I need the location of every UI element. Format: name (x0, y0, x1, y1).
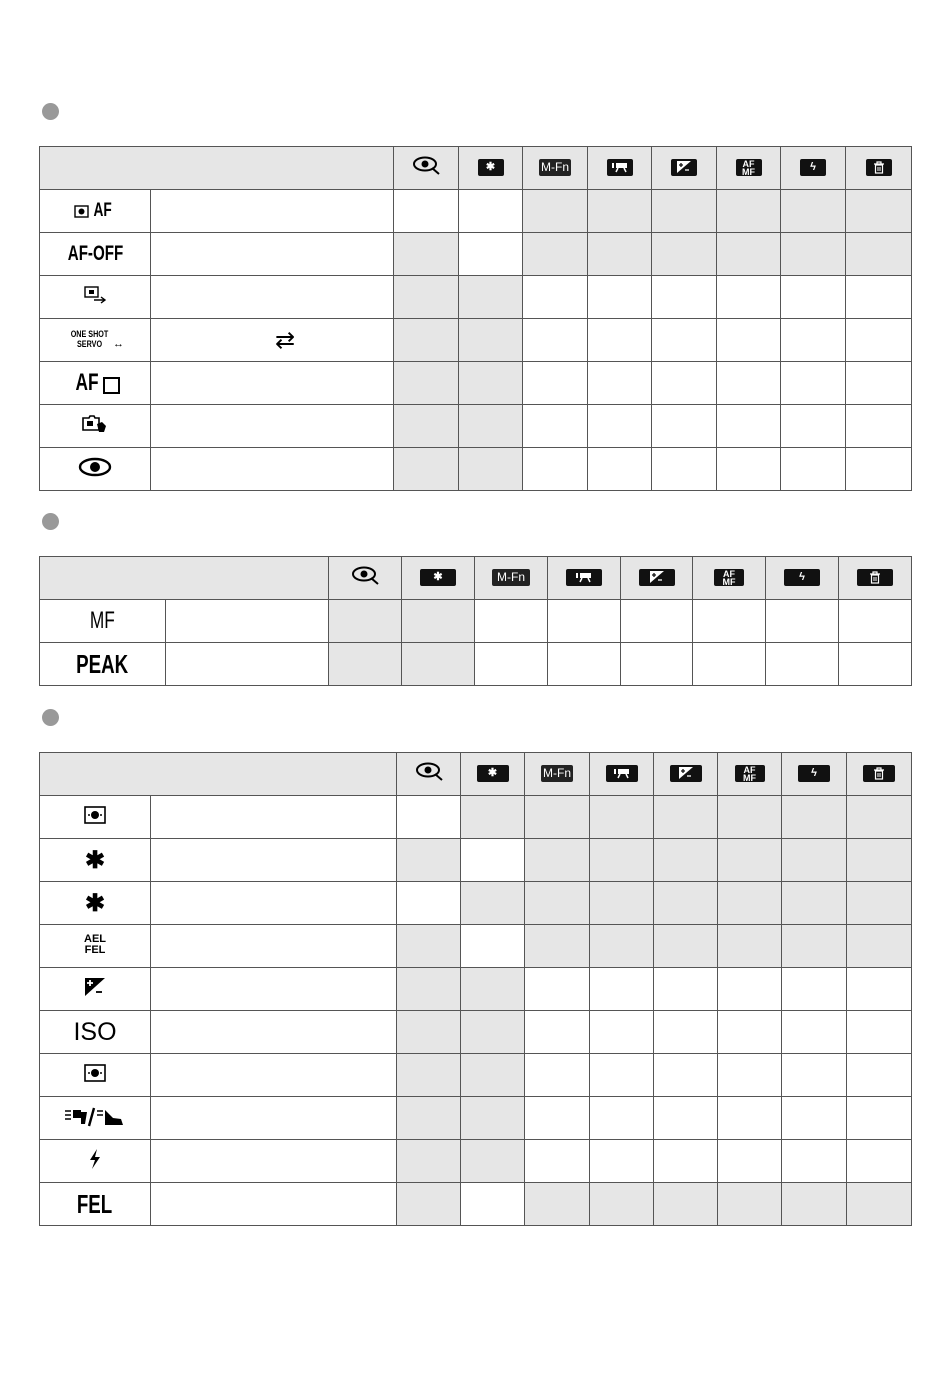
table-row (40, 600, 912, 643)
col-flash (766, 557, 839, 600)
cell (654, 925, 718, 968)
exposure-comp-icon (671, 159, 697, 176)
cell (718, 1097, 782, 1140)
cell (847, 1054, 912, 1097)
cell (621, 600, 693, 643)
trash-icon (857, 569, 893, 586)
cell (394, 362, 459, 405)
cell (652, 190, 717, 233)
col-exposure (654, 753, 718, 796)
cell (652, 319, 717, 362)
cell (461, 1140, 525, 1183)
cell (525, 839, 590, 882)
col-flash (782, 753, 847, 796)
section-bullet-exposure (42, 709, 59, 726)
cell (782, 882, 847, 925)
cell (397, 1183, 461, 1226)
col-movie (548, 557, 621, 600)
cell (847, 968, 912, 1011)
function-label (151, 1183, 397, 1226)
cell (847, 925, 912, 968)
cell (846, 233, 912, 276)
cell (717, 448, 781, 491)
table-row (40, 882, 912, 925)
cell (525, 1097, 590, 1140)
table-row (40, 1097, 912, 1140)
cell (588, 190, 652, 233)
mf-icon: MF (40, 600, 166, 643)
metering-icon (40, 796, 151, 839)
fel-icon: FEL (40, 1183, 151, 1226)
cell (846, 319, 912, 362)
col-ae-lock (402, 557, 475, 600)
eye-button-icon (411, 155, 441, 177)
cell (461, 882, 525, 925)
cell (766, 643, 839, 686)
cell (590, 796, 654, 839)
drive-mode-icon (40, 1097, 151, 1140)
cell (394, 276, 459, 319)
cell (718, 1183, 782, 1226)
table-row (40, 362, 912, 405)
cell (654, 1097, 718, 1140)
one-shot-servo-icon: ONE SHOT SERVO ↔ (40, 319, 151, 362)
af-mf-icon: AF MF (735, 765, 765, 782)
cell (781, 319, 846, 362)
cell (621, 643, 693, 686)
col-exposure (652, 147, 717, 190)
cell (329, 600, 402, 643)
cell (523, 448, 588, 491)
ae-lock-icon: ✱ (40, 839, 151, 882)
cell (461, 1054, 525, 1097)
cell (525, 1011, 590, 1054)
function-label (151, 968, 397, 1011)
cell (548, 643, 621, 686)
movie-icon (606, 765, 638, 782)
cell (394, 448, 459, 491)
cell (525, 1140, 590, 1183)
cell (652, 233, 717, 276)
function-label (151, 319, 394, 362)
function-label (151, 925, 397, 968)
cell (459, 190, 523, 233)
cell (475, 600, 548, 643)
af-point-return-icon (40, 276, 151, 319)
flash-icon: ϟ (784, 569, 820, 586)
cell (397, 882, 461, 925)
table-header (40, 753, 912, 796)
cell (782, 968, 847, 1011)
eye-button-icon (350, 565, 380, 587)
function-label (151, 1097, 397, 1140)
header-function-cell (40, 557, 329, 600)
header-function-cell (40, 147, 394, 190)
eye-detection-icon (40, 448, 151, 491)
peaking-icon: PEAK (40, 643, 166, 686)
cell (459, 319, 523, 362)
cell (782, 1097, 847, 1140)
cell (847, 796, 912, 839)
cell (397, 968, 461, 1011)
movie-icon (607, 159, 633, 176)
function-label (151, 1011, 397, 1054)
cell (847, 839, 912, 882)
cell (847, 1011, 912, 1054)
col-movie (588, 147, 652, 190)
section-bullet-mf (42, 513, 59, 530)
function-label (151, 1140, 397, 1183)
cell (718, 1011, 782, 1054)
cell (846, 405, 912, 448)
cell (652, 276, 717, 319)
cell (693, 643, 766, 686)
cell (523, 362, 588, 405)
cell (781, 448, 846, 491)
cell (397, 1097, 461, 1140)
cell (718, 839, 782, 882)
af-area-icon: AF (40, 362, 151, 405)
cell (394, 233, 459, 276)
cell (782, 1140, 847, 1183)
cell (459, 448, 523, 491)
cell (781, 233, 846, 276)
function-label (151, 233, 394, 276)
cell (523, 190, 588, 233)
cell (461, 796, 525, 839)
cell (839, 643, 912, 686)
cell (652, 362, 717, 405)
cell (525, 925, 590, 968)
cell (588, 405, 652, 448)
exposure-function-table (39, 752, 912, 1226)
mfn-button-icon: M-Fn (543, 766, 571, 781)
cell (654, 882, 718, 925)
cell (718, 1054, 782, 1097)
cell (781, 276, 846, 319)
cell (394, 190, 459, 233)
cell (590, 839, 654, 882)
cell (847, 1140, 912, 1183)
cell (397, 1011, 461, 1054)
function-label (151, 276, 394, 319)
cell (523, 405, 588, 448)
flash-icon: ϟ (798, 765, 830, 782)
function-label (166, 643, 329, 686)
col-eye-button (397, 753, 461, 796)
cell (718, 796, 782, 839)
cell (590, 1183, 654, 1226)
metering-af-start-icon: AF (40, 190, 151, 233)
cell (652, 448, 717, 491)
af-off-icon: AF-OFF (40, 233, 151, 276)
iso-icon: ISO (40, 1011, 151, 1054)
ae-lock-icon: ✱ (477, 765, 509, 782)
cell (590, 968, 654, 1011)
cell (590, 882, 654, 925)
mf-function-table (39, 556, 912, 686)
table-row (40, 796, 912, 839)
cell (588, 362, 652, 405)
cell (525, 968, 590, 1011)
cell (590, 1011, 654, 1054)
ael-fel-icon: AEL FEL (40, 925, 151, 968)
cell (717, 276, 781, 319)
cell (459, 276, 523, 319)
cell (525, 1183, 590, 1226)
section-bullet-af (42, 103, 59, 120)
function-label (151, 448, 394, 491)
col-afmf (718, 753, 782, 796)
col-mfn (523, 147, 588, 190)
cell (718, 882, 782, 925)
cell (846, 448, 912, 491)
cell (475, 643, 548, 686)
cell (847, 1183, 912, 1226)
af-function-table (39, 146, 912, 491)
cell (781, 190, 846, 233)
cell (782, 1183, 847, 1226)
cell (782, 796, 847, 839)
cell (782, 925, 847, 968)
cell (397, 925, 461, 968)
cell (588, 276, 652, 319)
col-eye-button (394, 147, 459, 190)
ae-lock-hold-icon: ✱ (40, 882, 151, 925)
cell (847, 882, 912, 925)
cell (590, 925, 654, 968)
cell (718, 968, 782, 1011)
col-afmf (693, 557, 766, 600)
cell (402, 643, 475, 686)
cell (847, 1097, 912, 1140)
movie-icon (566, 569, 602, 586)
exposure-comp-icon (639, 569, 675, 586)
cell (839, 600, 912, 643)
function-label (151, 882, 397, 925)
col-mfn (525, 753, 590, 796)
cell (461, 1011, 525, 1054)
col-ae-lock (461, 753, 525, 796)
cell (397, 1140, 461, 1183)
af-mf-icon: AF MF (714, 569, 744, 586)
cell (588, 233, 652, 276)
cell (654, 796, 718, 839)
function-label (151, 796, 397, 839)
table-row (40, 1011, 912, 1054)
col-exposure (621, 557, 693, 600)
cell (781, 405, 846, 448)
flash-icon: ϟ (800, 159, 826, 176)
table-row (40, 190, 912, 233)
cell (459, 362, 523, 405)
cell (523, 233, 588, 276)
trash-icon (866, 159, 892, 176)
cell (846, 362, 912, 405)
col-trash (839, 557, 912, 600)
table-row (40, 925, 912, 968)
col-movie (590, 753, 654, 796)
metering-mode-icon (40, 1054, 151, 1097)
cell (590, 1140, 654, 1183)
col-trash (846, 147, 912, 190)
cell (654, 1140, 718, 1183)
col-ae-lock (459, 147, 523, 190)
cell (461, 839, 525, 882)
ae-lock-icon: ✱ (478, 159, 504, 176)
table-row (40, 643, 912, 686)
flash-icon (40, 1140, 151, 1183)
eye-button-icon (414, 761, 444, 783)
table-row (40, 319, 912, 362)
col-flash (781, 147, 846, 190)
table-row (40, 839, 912, 882)
function-label (151, 405, 394, 448)
cell (654, 968, 718, 1011)
cell (717, 405, 781, 448)
cell (461, 968, 525, 1011)
table-header (40, 147, 912, 190)
cell (782, 1054, 847, 1097)
cell (394, 319, 459, 362)
col-trash (847, 753, 912, 796)
table-row (40, 233, 912, 276)
cell (846, 276, 912, 319)
cell (329, 643, 402, 686)
cell (718, 1140, 782, 1183)
exposure-comp-icon (670, 765, 702, 782)
cell (590, 1054, 654, 1097)
cell (461, 925, 525, 968)
cell (523, 276, 588, 319)
cell (782, 839, 847, 882)
table-row (40, 405, 912, 448)
col-afmf (717, 147, 781, 190)
exposure-comp-icon (40, 968, 151, 1011)
cell (654, 839, 718, 882)
table-header (40, 557, 912, 600)
table-row (40, 448, 912, 491)
function-label (151, 839, 397, 882)
function-label (151, 1054, 397, 1097)
touch-af-icon (40, 405, 151, 448)
cell (525, 882, 590, 925)
table-row (40, 1183, 912, 1226)
cell (397, 1054, 461, 1097)
ae-lock-icon: ✱ (420, 569, 456, 586)
cell (525, 796, 590, 839)
cell (588, 319, 652, 362)
col-mfn (475, 557, 548, 600)
cell (766, 600, 839, 643)
function-label (151, 190, 394, 233)
function-label (166, 600, 329, 643)
mfn-button-icon: M-Fn (541, 160, 569, 175)
cell (717, 233, 781, 276)
cell (717, 362, 781, 405)
switch-arrows-icon: ⇄ (275, 326, 296, 354)
cell (525, 1054, 590, 1097)
cell (461, 1097, 525, 1140)
header-function-cell (40, 753, 397, 796)
cell (397, 796, 461, 839)
table-row (40, 1054, 912, 1097)
cell (523, 319, 588, 362)
mfn-button-icon: M-Fn (492, 569, 530, 586)
cell (718, 925, 782, 968)
cell (394, 405, 459, 448)
cell (846, 190, 912, 233)
cell (397, 839, 461, 882)
cell (717, 190, 781, 233)
cell (459, 405, 523, 448)
table-row (40, 1140, 912, 1183)
cell (782, 1011, 847, 1054)
cell (654, 1183, 718, 1226)
cell (654, 1054, 718, 1097)
table-row (40, 276, 912, 319)
cell (590, 1097, 654, 1140)
cell (548, 600, 621, 643)
cell (588, 448, 652, 491)
col-eye-button (329, 557, 402, 600)
cell (693, 600, 766, 643)
table-row (40, 968, 912, 1011)
af-mf-icon: AF MF (736, 159, 762, 176)
cell (654, 1011, 718, 1054)
function-label (151, 362, 394, 405)
cell (459, 233, 523, 276)
cell (781, 362, 846, 405)
cell (652, 405, 717, 448)
cell (717, 319, 781, 362)
cell (461, 1183, 525, 1226)
cell (402, 600, 475, 643)
trash-icon (863, 765, 895, 782)
